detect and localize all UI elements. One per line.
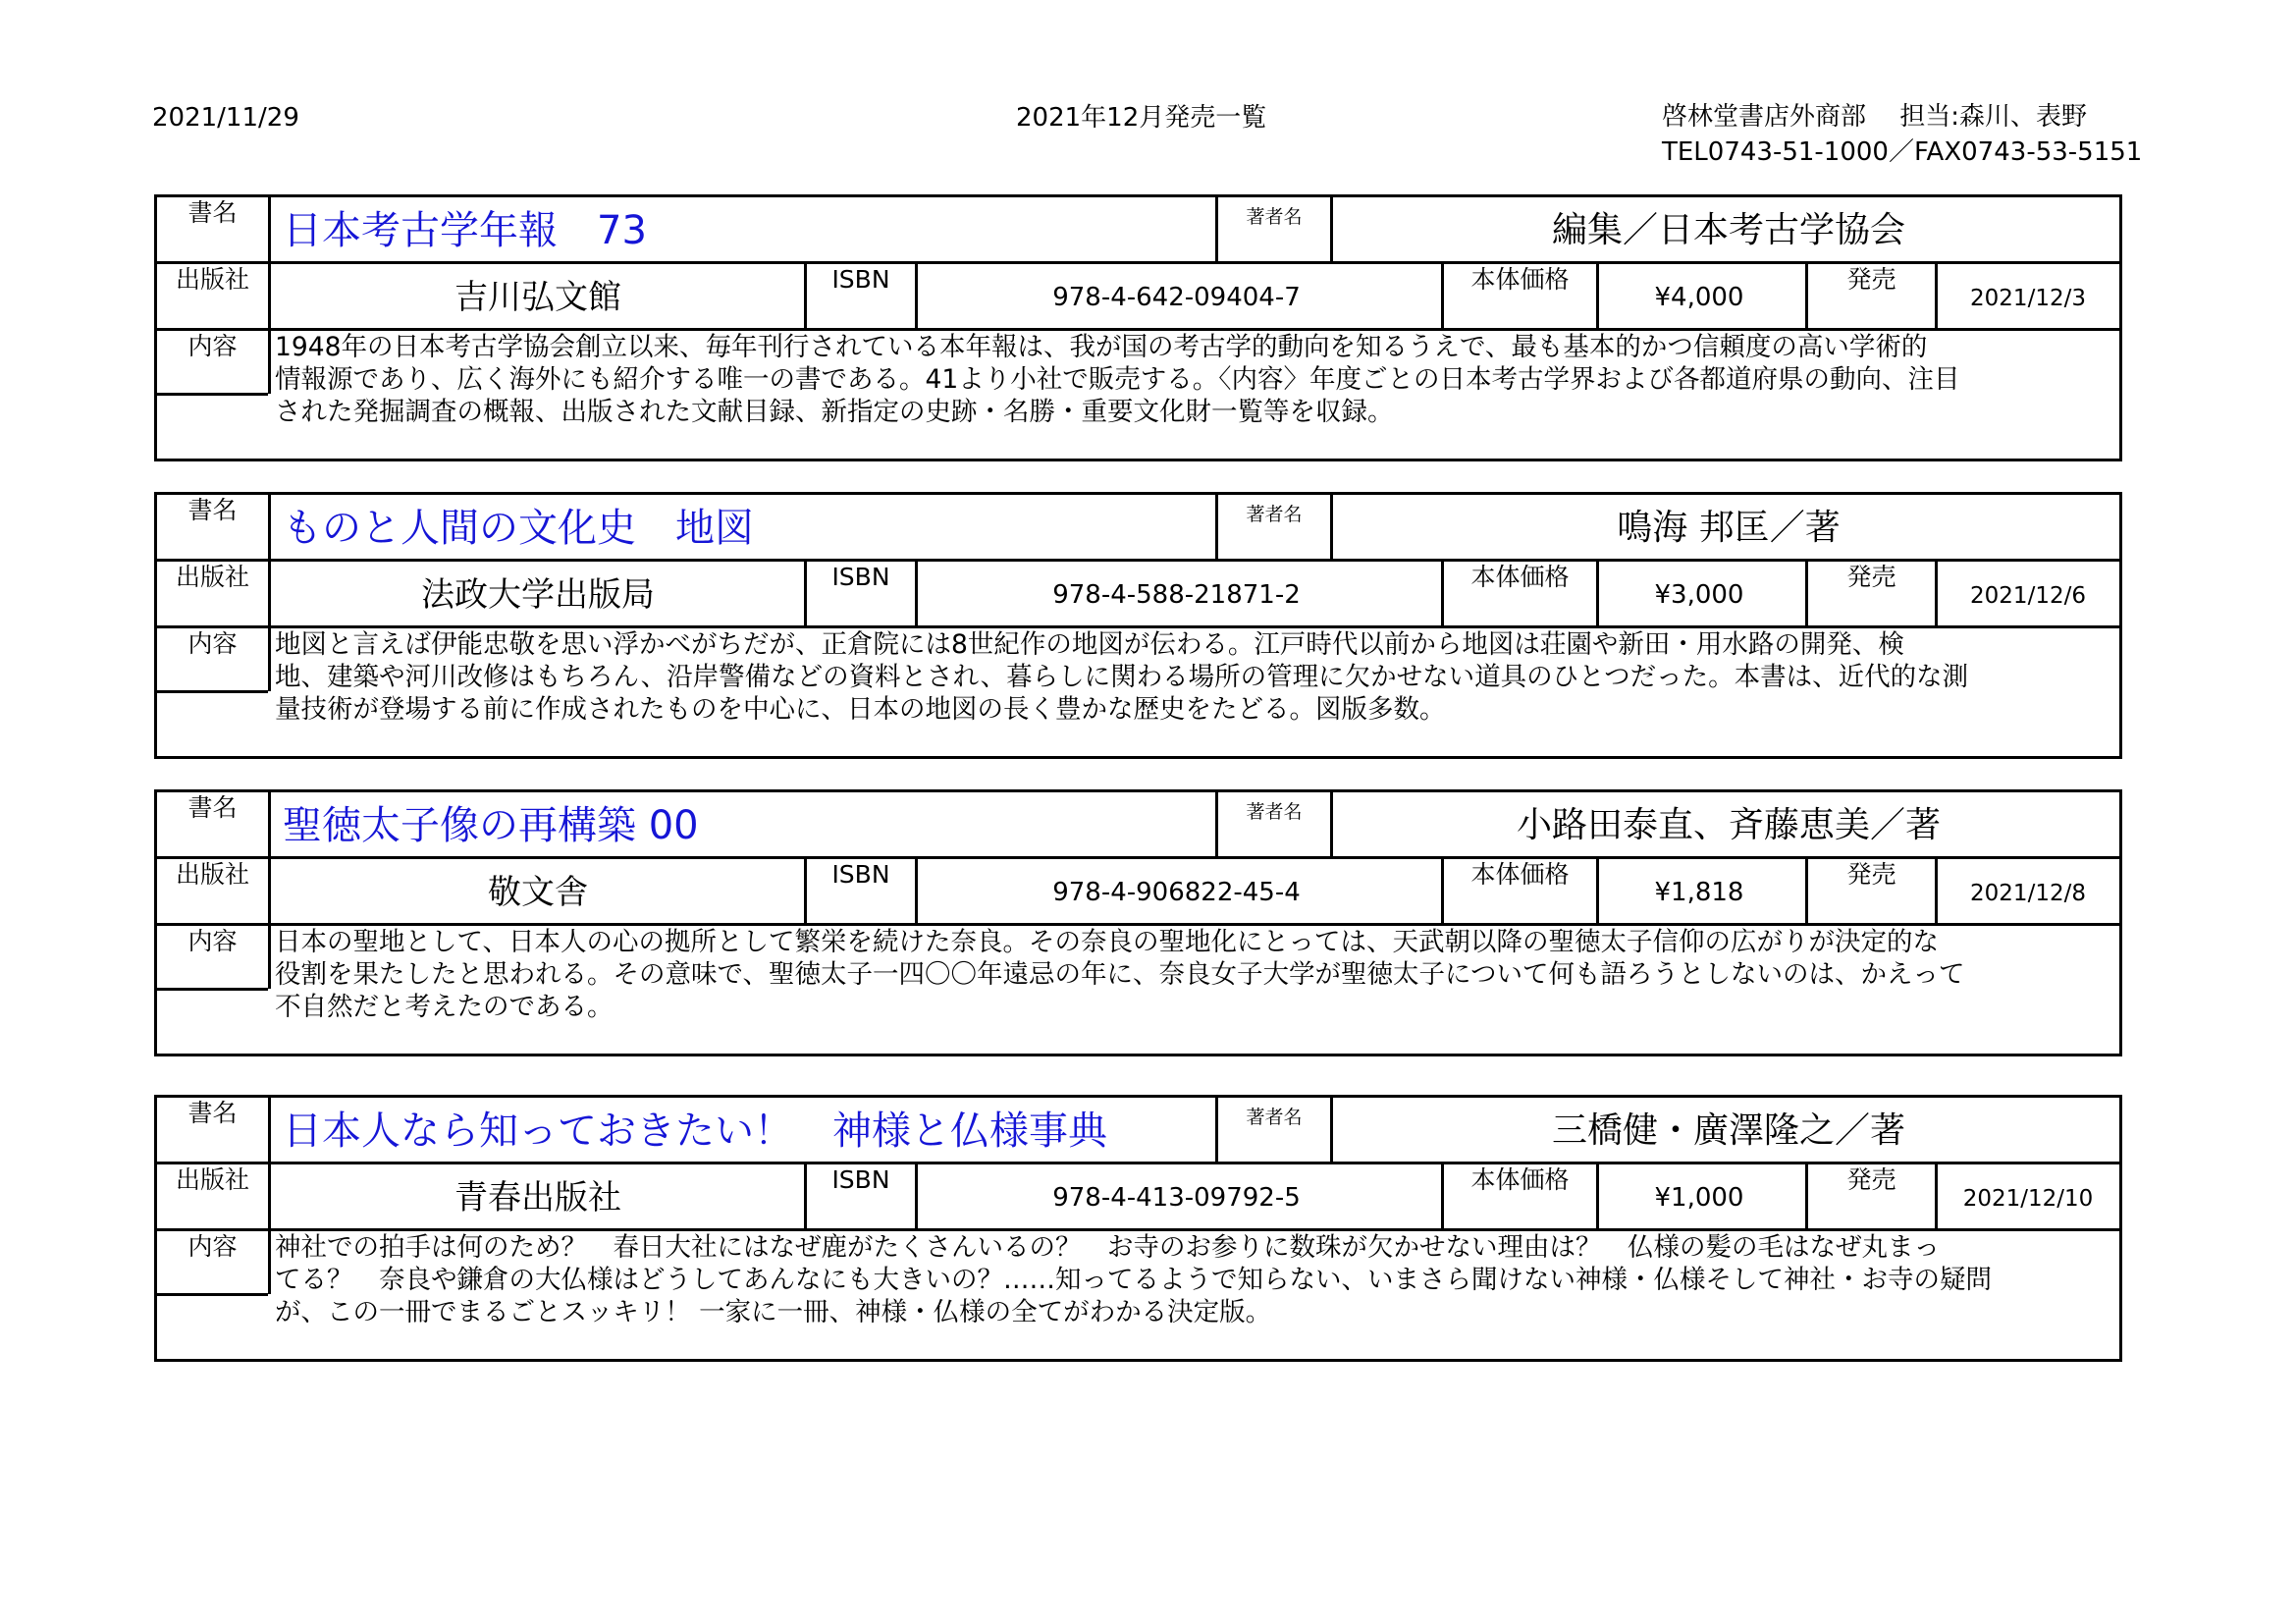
release-label: 発売: [1846, 265, 1896, 294]
release-label: 発売: [1846, 1165, 1896, 1194]
book-title: 日本考古学年報 73: [283, 208, 647, 253]
document-date: 2021/11/29: [152, 103, 299, 133]
content-label: 内容: [187, 1232, 238, 1261]
row-divider: [157, 261, 2119, 264]
release-label: 発売: [1846, 860, 1896, 889]
book-entry: [154, 789, 2122, 1056]
col-divider: [1330, 792, 1333, 857]
title-label: 書名: [187, 198, 238, 227]
content-label: 内容: [187, 927, 238, 955]
book-price: ¥3,000: [1654, 580, 1744, 610]
price-label: 本体価格: [1470, 860, 1570, 889]
author-label: 著者名: [1246, 504, 1303, 525]
col-divider: [268, 495, 271, 691]
publisher-label: 出版社: [175, 265, 249, 294]
author-label: 著者名: [1246, 1107, 1303, 1128]
book-publisher: 青春出版社: [454, 1178, 621, 1217]
isbn-label: ISBN: [831, 860, 890, 889]
price-label: 本体価格: [1470, 1165, 1570, 1194]
row-divider: [157, 559, 2119, 562]
col-divider: [268, 1098, 271, 1294]
book-author: 三橋健・廣澤隆之／著: [1551, 1110, 1905, 1151]
book-isbn: 978-4-906822-45-4: [1052, 878, 1301, 907]
release-date: 2021/12/10: [1962, 1186, 2094, 1212]
isbn-label: ISBN: [831, 265, 890, 294]
book-author: 鳴海 邦匡／著: [1617, 508, 1841, 548]
book-isbn: 978-4-642-09404-7: [1052, 283, 1301, 312]
book-description: 日本の聖地として、日本人の心の拠所として繁栄を続けた奈良。その奈良の聖地化にとっては、天武朝以降の聖徳太子信仰の広がりが決定的な 役割を果たしたと思われる。その意味で、聖徳太子一四〇〇年遠忌の年に、奈良女子大学が聖徳太子について何も語ろうとしないのは、かえって 不自然だと考えたのである。: [275, 927, 1965, 1022]
label-divider: [157, 1293, 268, 1296]
book-isbn: 978-4-588-21871-2: [1052, 580, 1301, 610]
book-entry: [154, 1095, 2122, 1362]
author-label: 著者名: [1246, 801, 1303, 823]
col-divider: [268, 792, 271, 989]
release-label: 発売: [1846, 563, 1896, 591]
publisher-label: 出版社: [175, 563, 249, 591]
book-publisher: 敬文舎: [488, 873, 588, 912]
book-price: ¥4,000: [1654, 283, 1744, 312]
book-entry: [154, 492, 2122, 759]
isbn-label: ISBN: [831, 563, 890, 591]
price-label: 本体価格: [1470, 563, 1570, 591]
book-description: 地図と言えば伊能忠敬を思い浮かべがちだが、正倉院には8世紀作の地図が伝わる。江戸時代以前から地図は荘園や新田・用水路の開発、検 地、建築や河川改修はもちろん、沿岸警備などの資料とされ、暮らしに関わる場所の管理に欠かせない道具のひとつだった。本書は、近代的な測 量技術が登場する前に作成されたものを中心に、日本の地図の長く豊かな歴史をたどる。図版多数。: [275, 629, 1969, 725]
label-divider: [157, 988, 268, 991]
book-author: 小路田泰直、斉藤恵美／著: [1516, 805, 1941, 845]
book-description: 1948年の日本考古学協会創立以来、毎年刊行されている本年報は、我が国の考古学的動向を知るうえで、最も基本的かつ信頼度の高い学術的 情報源であり、広く海外にも紹介する唯一の書である。41より小社で販売する。〈内容〉年度ごとの日本考古学界および各都道府県の動向、注目 された発掘調査の概報、出版された文献目録、新指定の史跡・名勝・重要文化財一覧等を収録。: [275, 332, 1960, 427]
contact-info: [1662, 99, 2142, 170]
book-description: 神社での拍手は何のため？ 春日大社にはなぜ鹿がたくさんいるの？ お寺のお参りに数珠が欠かせない理由は？ 仏様の髪の毛はなぜ丸まっ てる？ 奈良や鎌倉の大仏様はどうしてあんなにも大きいの？……知ってるようで知らない、いまさら聞けない神様・仏様そして神社・お寺の疑問 が、この一冊でまるごとスッキリ！ 一家に一冊、神様・仏様の全てがわかる決定版。: [275, 1232, 1992, 1327]
row-divider: [157, 1162, 2119, 1164]
book-title: ものと人間の文化史 地図: [283, 506, 754, 551]
col-divider: [1330, 1098, 1333, 1163]
book-isbn: 978-4-413-09792-5: [1052, 1183, 1301, 1213]
book-price: ¥1,000: [1654, 1183, 1744, 1213]
col-divider: [1330, 197, 1333, 262]
price-label: 本体価格: [1470, 265, 1570, 294]
content-label: 内容: [187, 629, 238, 658]
release-date: 2021/12/8: [1970, 881, 2086, 906]
book-publisher: 吉川弘文館: [454, 278, 621, 317]
book-price: ¥1,818: [1654, 878, 1744, 907]
title-label: 書名: [187, 793, 238, 822]
book-publisher: 法政大学出版局: [421, 575, 655, 615]
publisher-label: 出版社: [175, 860, 249, 889]
release-date: 2021/12/3: [1970, 286, 2086, 311]
document-title: 2021年12月発売一覧: [1016, 103, 1267, 133]
label-divider: [157, 690, 268, 693]
author-label: 著者名: [1246, 206, 1303, 228]
isbn-label: ISBN: [831, 1165, 890, 1194]
book-author: 編集／日本考古学協会: [1551, 210, 1905, 250]
content-label: 内容: [187, 332, 238, 360]
title-label: 書名: [187, 496, 238, 524]
company-line: 啓林堂書店外商部 担当:森川、表野: [1662, 102, 2088, 132]
contact-line: TEL0743-51-1000／FAX0743-53-5151: [1662, 137, 2143, 167]
book-title: 聖徳太子像の再構築 00: [283, 803, 699, 848]
title-label: 書名: [187, 1099, 238, 1127]
row-divider: [157, 856, 2119, 859]
label-divider: [157, 393, 268, 396]
book-title: 日本人なら知っておきたい！ 神様と仏様事典: [283, 1109, 1107, 1154]
col-divider: [268, 197, 271, 394]
col-divider: [1330, 495, 1333, 560]
book-entry: [154, 194, 2122, 461]
publisher-label: 出版社: [175, 1165, 249, 1194]
release-date: 2021/12/6: [1970, 583, 2086, 609]
